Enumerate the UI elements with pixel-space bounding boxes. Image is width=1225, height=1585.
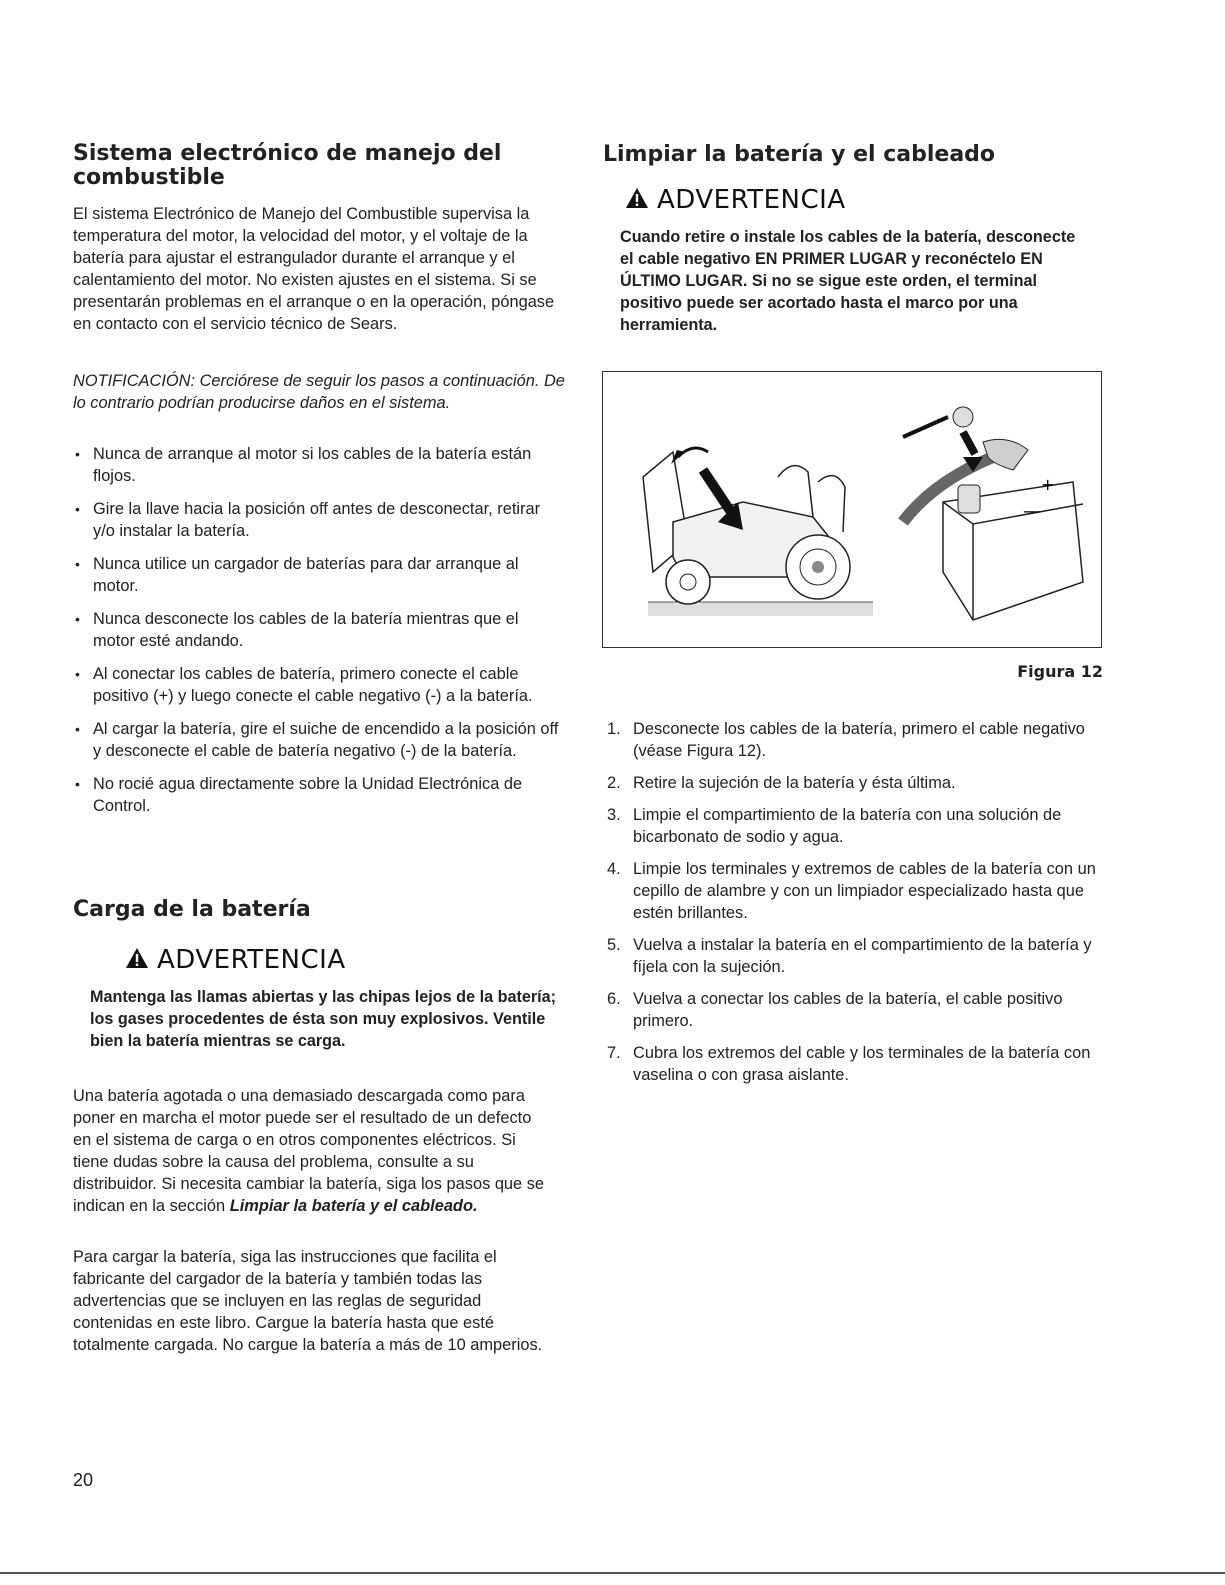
fuel-system-notice: NOTIFICACIÓN: Cerciórese de seguir los pasos a continuación. De lo contrario podrían producirse daños en el sistema.: [73, 372, 565, 412]
cleaning-steps: [603, 718, 1103, 1096]
battery-charge-paragraph-2: Para cargar la batería, siga las instrucciones que facilita el fabricante del cargador de la batería y también todas las advertencias que se incluyen en las reglas de seguridad contenidas en este libro. Cargue la batería hasta que esté totalmente cargada. No cargue la batería a más de 10 amperios.: [73, 1248, 543, 1354]
list-item: • Al cargar la batería, gire el suiche de encendido a la posición off y desconecte el cable de batería negativo (-) de la batería.: [73, 718, 563, 762]
list-item: [603, 804, 1103, 848]
step-number: 5.: [607, 936, 621, 954]
step-number: 1.: [607, 720, 621, 738]
fuel-system-bullets: [73, 443, 563, 828]
section-reference: Limpiar la batería y el cableado.: [229, 1197, 478, 1215]
step-text: Desconecte los cables de la batería, primero el cable negativo (véase Figura 12).: [633, 720, 1085, 760]
section-title-fuel-system: Sistema electrónico de manejo del combustible: [73, 141, 502, 190]
list-item: • Al conectar los cables de batería, primero conecte el cable positivo (+) y luego conecte el cable negativo (-) a la batería.: [73, 663, 563, 707]
list-item: [603, 1042, 1103, 1086]
step-number: 4.: [607, 860, 621, 878]
warning-triangle-icon: [125, 947, 149, 974]
svg-text:—: —: [1023, 501, 1041, 522]
list-item: • Gire la llave hacia la posición off antes de desconectar, retirar y/o instalar la batería.: [73, 498, 563, 542]
tractor-battery-illustration: [603, 372, 1100, 646]
figure-12-illustration: [602, 371, 1102, 648]
section-title-battery-charge: Carga de la batería: [73, 897, 311, 922]
step-number: 7.: [607, 1044, 621, 1062]
warning-triangle-icon: [625, 187, 649, 214]
list-item: • Nunca desconecte los cables de la batería mientras que el motor esté andando.: [73, 608, 563, 652]
list-item: [603, 718, 1103, 762]
paragraph-text: Una batería agotada o una demasiado descargada como para poner en marcha el motor puede ser el resultado de un defecto en el sistema de carga o en otros componentes eléctricos. Si tiene dudas sobre la causa del problema, consulte a su distribuidor. Si necesita cambiar la batería, siga los pasos que se indican en la sección: [73, 1087, 545, 1215]
warning-text-clean: Cuando retire o instale los cables de la batería, desconecte el cable negativo EN PRIMER LUGAR y reconéctelo EN ÚLTIMO LUGAR. Si no se sigue este orden, el terminal positivo puede ser acortado hasta el marco por una herramienta.: [620, 228, 1076, 334]
section-title-clean-battery: Limpiar la batería y el cableado: [603, 142, 996, 167]
list-item: [603, 934, 1103, 978]
step-number: 3.: [607, 806, 621, 824]
step-text: Limpie los terminales y extremos de cables de la batería con un cepillo de alambre y con un limpiador especializado hasta que estén brillantes.: [633, 860, 1096, 922]
page-number: 20: [73, 1470, 94, 1490]
step-number: 6.: [607, 990, 621, 1008]
list-item: • No rocié agua directamente sobre la Unidad Electrónica de Control.: [73, 773, 563, 817]
step-text: Cubra los extremos del cable y los terminales de la batería con vaselina o con grasa aislante.: [633, 1044, 1091, 1084]
warning-heading-clean: [625, 185, 846, 215]
figure-caption: Figura 12: [1017, 662, 1103, 681]
list-item: [603, 772, 1103, 794]
list-item: [603, 858, 1103, 924]
list-item: • Nunca de arranque al motor si los cables de la batería están flojos.: [73, 443, 563, 487]
warning-heading-charge: [125, 945, 346, 975]
step-text: Vuelva a conectar los cables de la batería, el cable positivo primero.: [633, 990, 1063, 1030]
step-text: Limpie el compartimiento de la batería con una solución de bicarbonato de sodio y agua.: [633, 806, 1062, 846]
step-text: Retire la sujeción de la batería y ésta última.: [633, 774, 956, 792]
warning-text-charge: Mantenga las llamas abiertas y las chipas lejos de la batería; los gases procedentes de ésta son muy explosivos. Ventile bien la batería mientras se carga.: [90, 988, 557, 1050]
svg-text:+: +: [1041, 475, 1055, 494]
warning-label: ADVERTENCIA: [657, 185, 846, 215]
list-item: [603, 988, 1103, 1032]
list-item: • Nunca utilice un cargador de baterías para dar arranque al motor.: [73, 553, 563, 597]
warning-label: ADVERTENCIA: [157, 945, 346, 975]
step-number: 2.: [607, 774, 621, 792]
bottom-divider: [0, 1572, 1225, 1574]
fuel-system-intro: El sistema Electrónico de Manejo del Combustible supervisa la temperatura del motor, la velocidad del motor, y el voltaje de la batería para ajustar el estrangulador durante el arranque y el calentamiento del motor. No existen ajustes en el sistema. Si se presentarán problemas en el arranque o en la operación, póngase en contacto con el servicio técnico de Sears.: [73, 205, 555, 333]
battery-charge-paragraph-1: [73, 1085, 553, 1217]
step-text: Vuelva a instalar la batería en el compartimiento de la batería y fíjela con la sujeción.: [633, 936, 1092, 976]
